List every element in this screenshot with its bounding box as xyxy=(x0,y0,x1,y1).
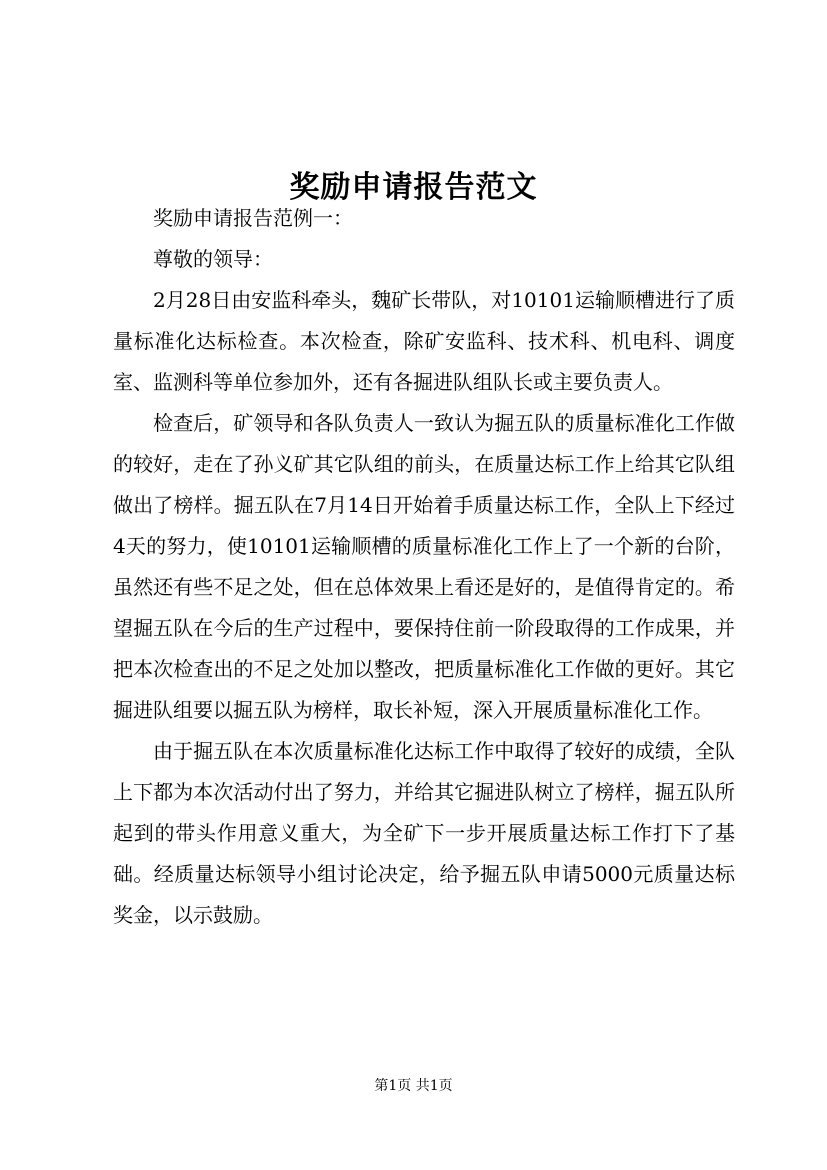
paragraph-salutation: 尊敬的领导： xyxy=(153,247,273,271)
paragraph-inspection: 2月28日由安监科牵头，魏矿长带队，对10101运输顺槽进行了质量标准化达标检查。本次检查，除矿安监科、技术科、机电科、调度室、监测科等单位参加外，还有各掘进队组队长或主要负责人。 xyxy=(113,288,735,394)
paragraph-evaluation: 检查后，矿领导和各队负责人一致认为掘五队的质量标准化工作做的较好，走在了孙义矿其它队组的前头，在质量达标工作上给其它队组做出了榜样。掘五队在7月14日开始着手质量达标工作，全队上下经过4天的努力，使10101运输顺槽的质量标准化工作上了一个新的台阶，虽然还有些不足之处，但在总体效果上看还是好的，是值得肯定的。希望掘五队在今后的生产过程中，要保持住前一阶段取得的工作成果，并把本次检查出的不足之处加以整改，把质量标准化工作做的更好。其它掘进队组要以掘五队为榜样，取长补短，深入开展质量标准化工作。 xyxy=(113,411,735,722)
paragraph-award-request: 由于掘五队在本次质量标准化达标工作中取得了较好的成绩，全队上下都为本次活动付出了努力，并给其它掘进队树立了榜样，掘五队所起到的带头作用意义重大，为全矿下一步开展质量达标工作打下了基础。经质量达标领导小组讨论决定，给予掘五队申请5000元质量达标奖金，以示鼓励。 xyxy=(113,739,735,927)
paragraph-heading-example: 奖励申请报告范例一： xyxy=(153,206,353,230)
page-number-footer: 第1页 共1页 xyxy=(374,1078,453,1094)
document-body xyxy=(113,198,735,936)
document-title: 奖励申请报告范文 xyxy=(289,170,538,206)
